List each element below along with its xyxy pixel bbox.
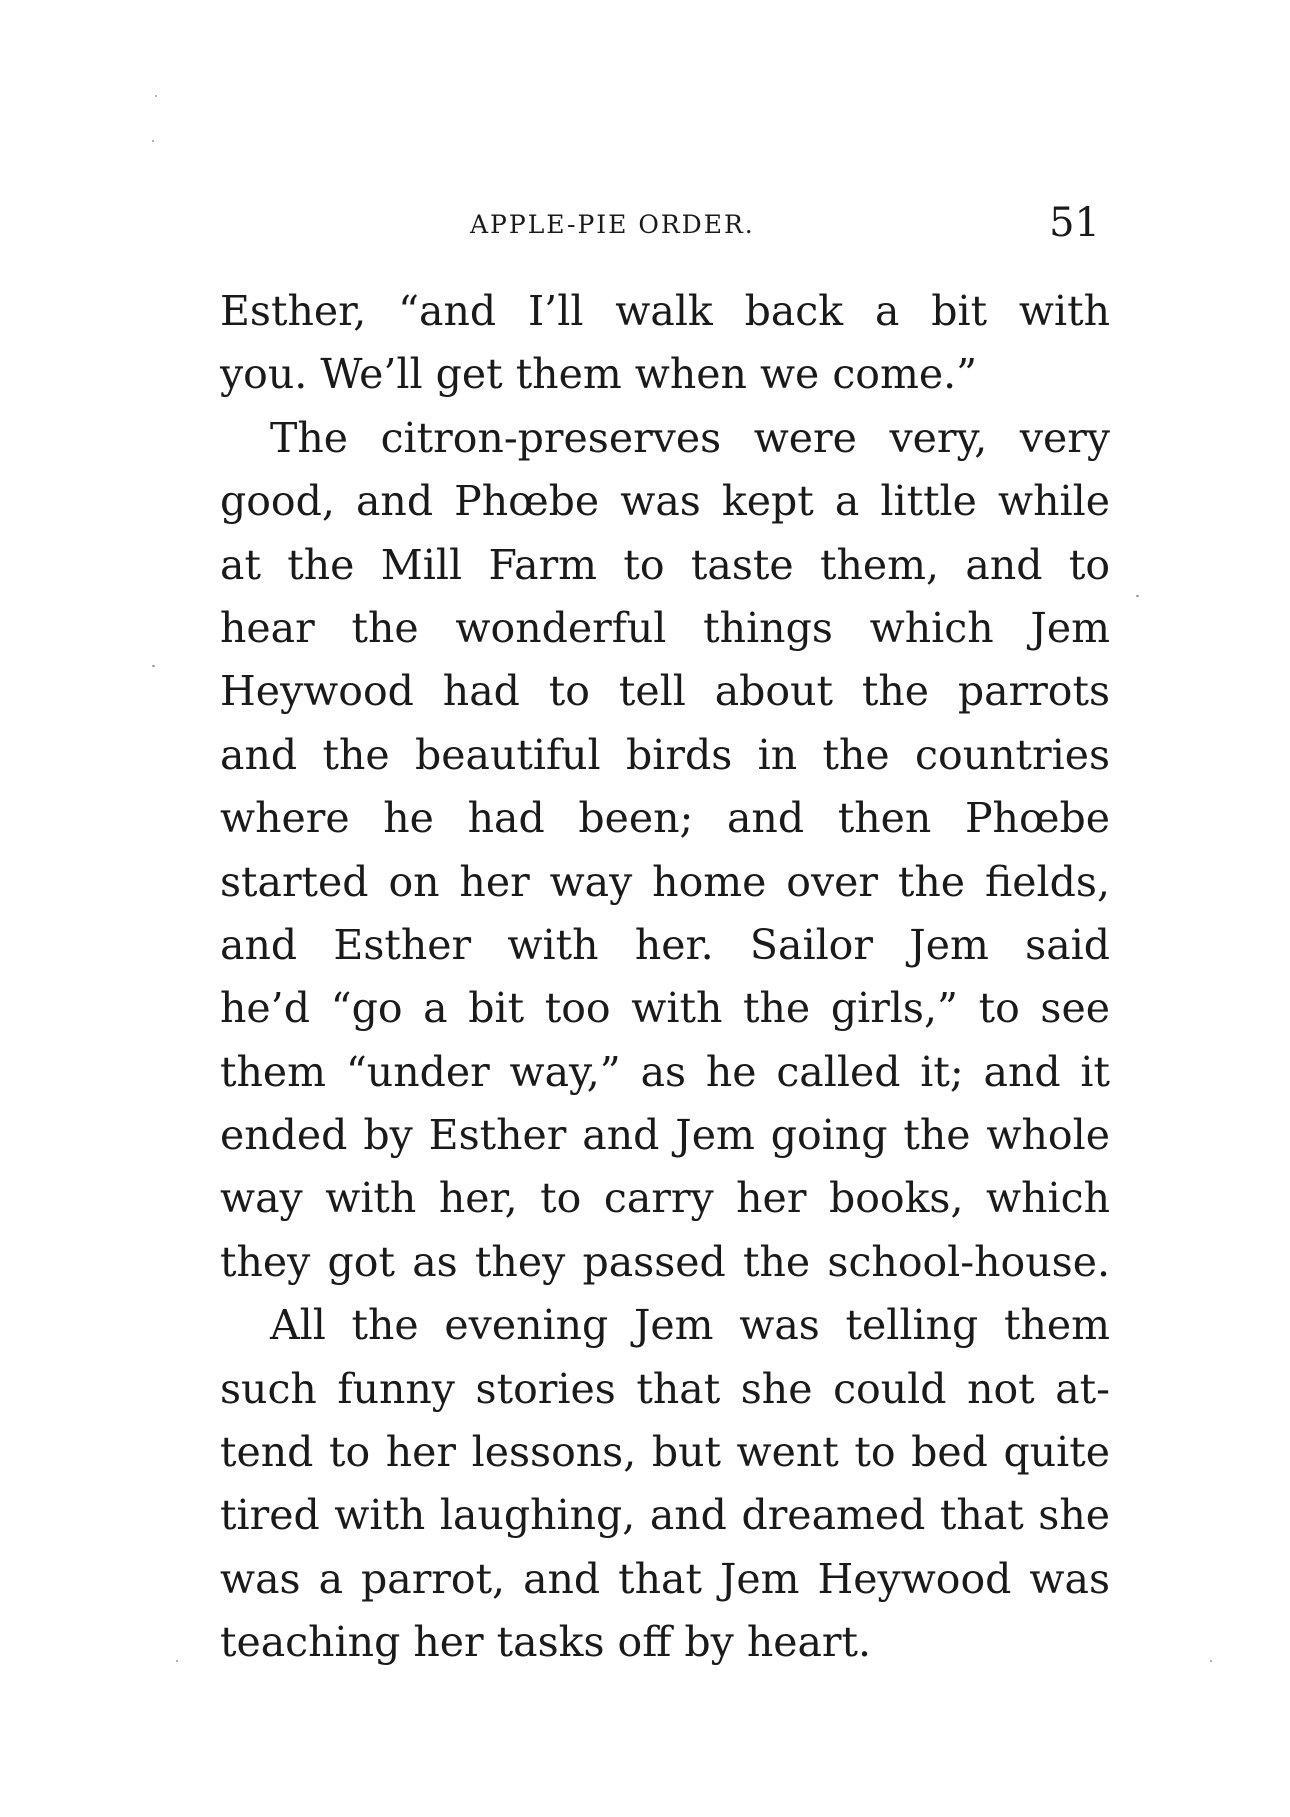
paper-speck <box>152 140 154 142</box>
page-number: 51 <box>1049 200 1100 246</box>
text-line: hear the wonderful things which Jem <box>220 603 1110 652</box>
text-line: ended by Esther and Jem going the whole <box>220 1111 1110 1160</box>
paper-speck <box>1210 1660 1212 1662</box>
paragraph-first-line: All the evening Jem was telling them <box>270 1301 1110 1350</box>
running-title: APPLE-PIE ORDER. <box>470 210 755 239</box>
text-line: Esther, “and I’ll walk back a bit with <box>220 287 1110 335</box>
text-line: started on her way home over the fields, <box>220 857 1110 906</box>
text-line: at the Mill Farm to taste them, and to <box>220 540 1110 589</box>
paper-speck <box>1136 595 1139 597</box>
text-line: he’d “go a bit too with the girls,” to see <box>220 984 1110 1033</box>
text-line: you. We’ll get them when we come.” <box>220 350 978 399</box>
text-line: and Esther with her. Sailor Jem said <box>220 920 1110 969</box>
paper-speck <box>152 665 155 667</box>
body-text <box>220 280 1110 1675</box>
text-line: teaching her tasks off by heart. <box>220 1618 872 1667</box>
text-line: was a parrot, and that Jem Heywood was <box>220 1554 1110 1603</box>
paragraph-first-line: The citron-preserves were very, very <box>270 413 1110 462</box>
text-line: where he had been; and then Phœbe <box>220 794 1110 843</box>
text-line: way with her, to carry her books, which <box>220 1174 1110 1223</box>
running-header <box>220 200 1100 260</box>
text-line: Heywood had to tell about the parrots <box>220 667 1110 716</box>
text-line: good, and Phœbe was kept a little while <box>220 477 1110 526</box>
paper-speck <box>155 95 157 97</box>
paper-speck <box>176 1660 178 1662</box>
text-line: tend to her lessons, but went to bed quite <box>220 1428 1110 1477</box>
text-line: tired with laughing, and dreamed that she <box>220 1491 1110 1540</box>
text-line: such funny stories that she could not at- <box>220 1364 1110 1413</box>
text-line: they got as they passed the school-house. <box>220 1237 1110 1286</box>
text-line: them “under way,” as he called it; and it <box>220 1047 1110 1096</box>
text-line: and the beautiful birds in the countries <box>220 730 1110 779</box>
